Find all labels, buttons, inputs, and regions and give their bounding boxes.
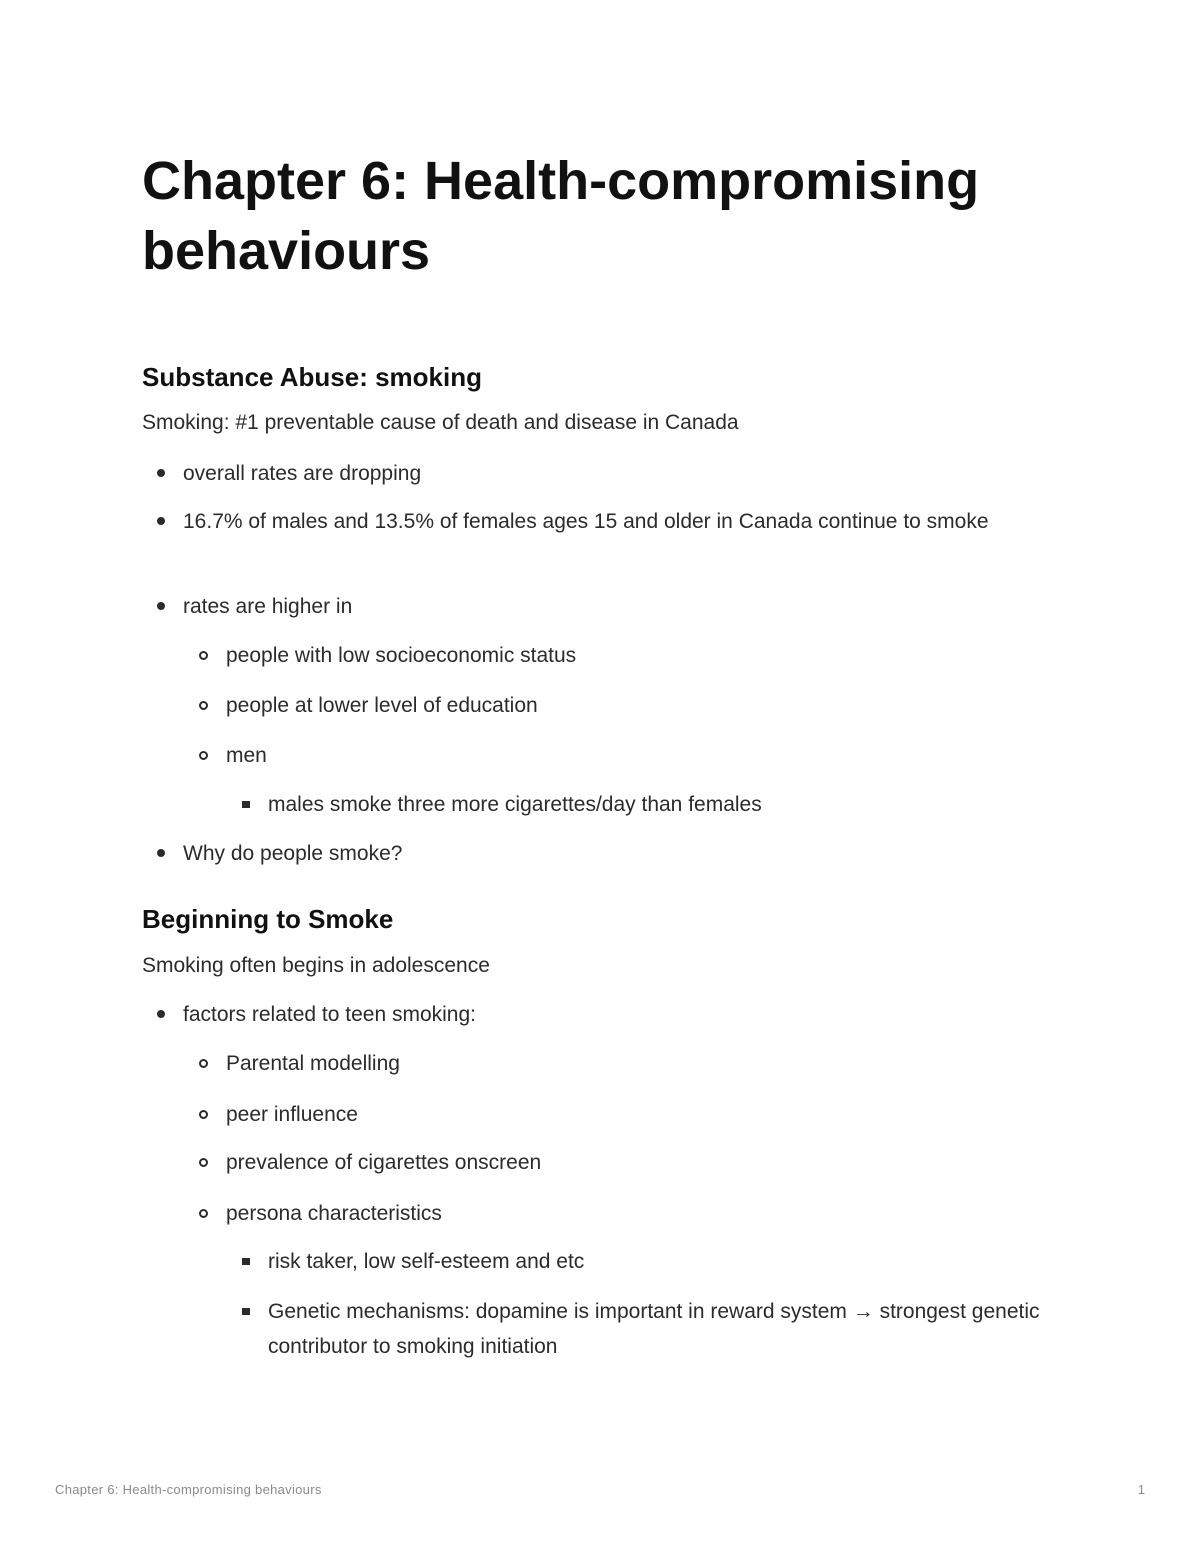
bullet-circle-icon bbox=[199, 651, 208, 660]
bullet-circle-icon bbox=[199, 1158, 208, 1167]
footer-page-number: 1 bbox=[1137, 1482, 1145, 1497]
list-item bbox=[268, 787, 1068, 822]
list-item bbox=[183, 997, 1043, 1032]
bullet-circle-icon bbox=[199, 701, 208, 710]
list-item-text: 16.7% of males and 13.5% of females ages 15 and older in Canada continue to smoke bbox=[183, 510, 989, 533]
list-item-text: Parental modelling bbox=[226, 1052, 400, 1075]
bullet-circle-icon bbox=[199, 1059, 208, 1068]
list-item bbox=[183, 456, 1043, 491]
bullet-circle-icon bbox=[199, 1110, 208, 1119]
section-heading-substance-abuse: Substance Abuse: smoking bbox=[142, 362, 482, 392]
list-item bbox=[183, 504, 1043, 539]
bullet-square-icon bbox=[242, 1308, 250, 1315]
footer-title: Chapter 6: Health-compromising behaviours bbox=[55, 1482, 322, 1497]
list-item-text: peer influence bbox=[226, 1103, 358, 1126]
list-item bbox=[226, 1145, 1046, 1180]
list-item-text: prevalence of cigarettes onscreen bbox=[226, 1151, 542, 1174]
bullet-square-icon bbox=[242, 801, 250, 808]
list-item bbox=[226, 1196, 1046, 1231]
list-item bbox=[183, 836, 1043, 871]
list-item-text: factors related to teen smoking: bbox=[183, 1003, 476, 1026]
section-intro: Smoking: #1 preventable cause of death and disease in Canada bbox=[142, 411, 739, 434]
bullet-disc-icon bbox=[157, 469, 165, 477]
section-intro: Smoking often begins in adolescence bbox=[142, 954, 490, 977]
list-item bbox=[268, 1244, 1068, 1279]
list-item-text: people with low socioeconomic status bbox=[226, 644, 577, 667]
list-item-text: males smoke three more cigarettes/day than females bbox=[268, 793, 762, 816]
list-item-text: risk taker, low self-esteem and etc bbox=[268, 1250, 585, 1273]
list-item-text: people at lower level of education bbox=[226, 694, 538, 717]
document-title: Chapter 6: Health-compromising behaviours bbox=[142, 151, 980, 281]
list-item bbox=[268, 1294, 1068, 1364]
list-item bbox=[226, 1046, 1046, 1081]
list-item-text: men bbox=[226, 744, 267, 767]
list-item-text: Genetic mechanisms: dopamine is important in reward system → strongest genetic contributor to smoking initiation bbox=[268, 1300, 1040, 1358]
bullet-disc-icon bbox=[157, 1010, 165, 1018]
list-item bbox=[226, 688, 1046, 723]
list-item bbox=[183, 589, 1043, 624]
bullet-circle-icon bbox=[199, 751, 208, 760]
list-item-text: overall rates are dropping bbox=[183, 462, 422, 485]
list-item bbox=[226, 738, 1046, 773]
list-item bbox=[226, 1097, 1046, 1132]
bullet-disc-icon bbox=[157, 517, 165, 525]
list-item-text: persona characteristics bbox=[226, 1202, 442, 1225]
bullet-square-icon bbox=[242, 1258, 250, 1265]
list-item-text: rates are higher in bbox=[183, 595, 353, 618]
list-item bbox=[226, 638, 1046, 673]
bullet-circle-icon bbox=[199, 1209, 208, 1218]
list-item-text: Why do people smoke? bbox=[183, 842, 403, 865]
section-heading-beginning-to-smoke: Beginning to Smoke bbox=[142, 904, 394, 934]
bullet-disc-icon bbox=[157, 602, 165, 610]
bullet-disc-icon bbox=[157, 849, 165, 857]
